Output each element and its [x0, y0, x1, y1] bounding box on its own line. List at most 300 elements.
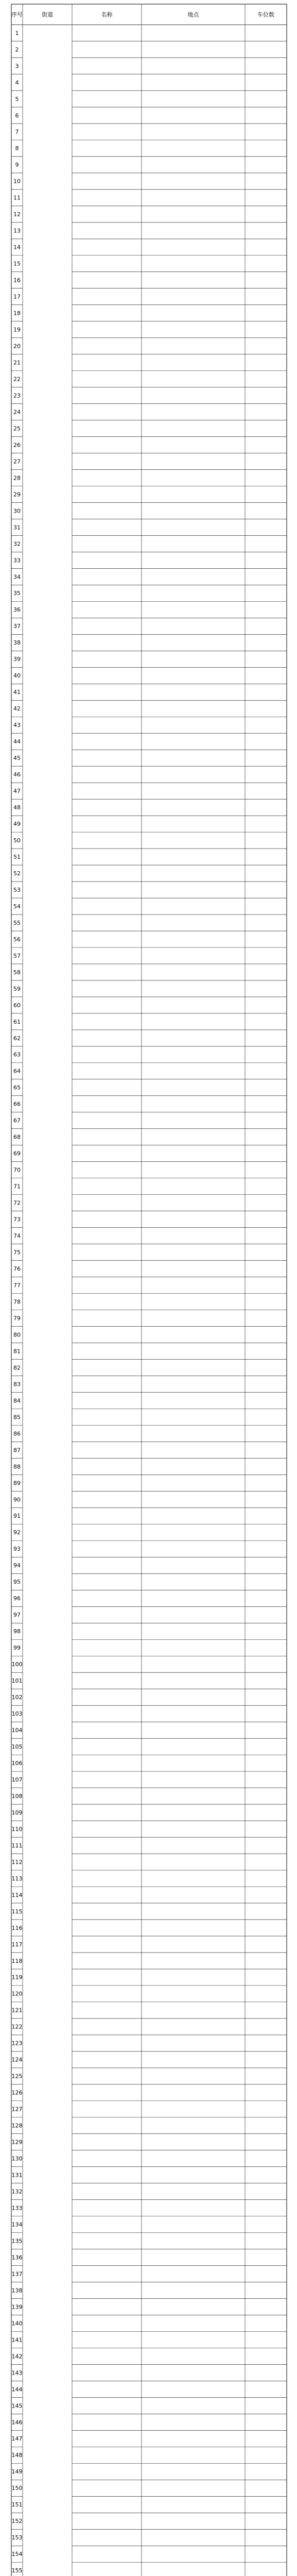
table-row [13, 474, 21, 481]
table-row [13, 1628, 21, 1635]
table-row [13, 1167, 21, 1174]
table-cell-no: 87 [13, 1447, 21, 1454]
table-cell-no: 134 [11, 2221, 23, 2228]
table-cell-no: 101 [11, 1677, 23, 1685]
table-row [12, 2485, 23, 2492]
table-row [12, 2189, 23, 2195]
table-row [12, 1677, 23, 1684]
table-cell-no: 112 [11, 1858, 23, 1866]
table-row [13, 376, 21, 382]
table-cell-no: 140 [11, 2320, 23, 2327]
table-row [13, 689, 21, 696]
table-cell-no: 43 [13, 722, 21, 729]
table-row [12, 1727, 23, 1734]
table-row [12, 1842, 23, 1849]
table-row [13, 738, 21, 745]
table-row [13, 870, 21, 877]
table-cell-no: 145 [11, 2402, 23, 2410]
table-cell-no: 30 [13, 507, 21, 515]
table-row [13, 228, 21, 234]
table-cell-no: 8 [15, 145, 19, 152]
table-row [13, 1084, 21, 1091]
table-row [12, 2123, 23, 2129]
table-row [12, 2468, 23, 2475]
table-row [13, 1463, 21, 1470]
table-row [13, 656, 21, 663]
table-row [12, 2238, 23, 2244]
table-cell-no: 127 [11, 2106, 23, 2113]
table-row [15, 145, 19, 152]
table-cell-no: 19 [13, 326, 21, 333]
table-cell-no: 38 [13, 639, 21, 647]
table-row [12, 1875, 23, 1882]
table-cell-no: 143 [11, 2369, 23, 2377]
table-row [13, 722, 21, 728]
table-row [12, 2402, 23, 2409]
table-cell-no: 33 [13, 557, 21, 564]
table-row [13, 1414, 21, 1420]
table-row [12, 1974, 23, 1981]
table-cell-no: 70 [13, 1166, 21, 1174]
table-row [13, 277, 21, 284]
table-row [12, 1760, 23, 1767]
table-cell-no: 88 [13, 1463, 21, 1470]
table-row [13, 1447, 21, 1453]
table-row [15, 129, 19, 135]
table-cell-no: 146 [11, 2419, 23, 2426]
table-cell-no: 72 [13, 1199, 21, 1207]
table-cell-no: 12 [13, 211, 21, 218]
table-cell-no: 22 [13, 376, 21, 383]
table-cell-no: 155 [11, 2567, 23, 2574]
table-row [13, 1562, 21, 1569]
table-row [13, 261, 21, 267]
table-cell-no: 111 [11, 1842, 23, 1849]
table-cell-no: 24 [13, 409, 21, 416]
table-cell-no: 149 [11, 2468, 23, 2476]
table-cell-no: 84 [13, 1397, 21, 1404]
table-cell-no: 13 [13, 227, 21, 234]
table-row [12, 2518, 23, 2524]
table-row [13, 1216, 21, 1223]
table-cell-no: 122 [11, 2023, 23, 2030]
table-row [15, 30, 19, 37]
table-cell-no: 49 [13, 820, 21, 827]
table-row [13, 294, 21, 300]
table-row [12, 1809, 23, 1816]
table-cell-no: 89 [13, 1480, 21, 1487]
table-cell-no: 99 [13, 1645, 21, 1652]
table-cell-no: 80 [13, 1331, 21, 1338]
table-row [13, 1101, 21, 1108]
table-cell-no: 53 [13, 886, 21, 893]
table-row [13, 1397, 21, 1404]
table-row [13, 1579, 21, 1585]
table-row [12, 2551, 23, 2557]
table-row [15, 162, 19, 168]
table-cell-no: 120 [11, 1990, 23, 1997]
table-cell-no: 25 [13, 425, 21, 432]
table-cell-no: 41 [13, 689, 21, 696]
table-cell-no: 92 [13, 1529, 21, 1536]
table-row [12, 2303, 23, 2310]
table-row [12, 2007, 23, 2014]
table-cell-no: 18 [13, 310, 21, 317]
table-cell-no: 35 [13, 590, 21, 597]
table-cell-no: 91 [13, 1513, 21, 1520]
table-row [13, 1381, 21, 1387]
table-cell-no: 123 [11, 2040, 23, 2047]
table-row [13, 639, 21, 646]
table-cell-no: 130 [11, 2155, 23, 2162]
table-cell-no: 153 [11, 2534, 23, 2541]
table-row [13, 1298, 21, 1305]
table-cell-no: 152 [11, 2518, 23, 2525]
table-row [12, 2040, 23, 2047]
table-cell-no: 148 [11, 2452, 23, 2459]
table-cell-no: 108 [11, 1792, 23, 1800]
table-cell-no: 106 [11, 1759, 23, 1767]
table-cell-no: 7 [15, 128, 19, 135]
table-cell-no: 138 [11, 2287, 23, 2294]
table-cell-no: 131 [11, 2172, 23, 2179]
table-cell-no: 104 [11, 1727, 23, 1734]
table-row [13, 458, 21, 465]
table-cell-no: 42 [13, 705, 21, 713]
table-row [13, 804, 21, 811]
table-row [13, 1364, 21, 1371]
table-row [12, 2567, 23, 2574]
table-row [13, 557, 21, 564]
table-row [12, 2090, 23, 2096]
table-cell-no: 119 [11, 1974, 23, 1981]
table-cell-no: 40 [13, 672, 21, 680]
table-row [12, 2353, 23, 2360]
table-cell-no: 133 [11, 2205, 23, 2212]
table-cell-no: 81 [13, 1348, 21, 1355]
table-cell-no: 142 [11, 2353, 23, 2360]
table-cell-no: 154 [11, 2551, 23, 2558]
table-cell-no: 150 [11, 2485, 23, 2492]
table-row [13, 573, 21, 580]
table-row [12, 1826, 23, 1833]
table-cell-no: 66 [13, 1100, 21, 1108]
table-cell-no: 116 [11, 1924, 23, 1931]
table-cell-no: 98 [13, 1628, 21, 1635]
table-cell-no: 69 [13, 1150, 21, 1157]
table-cell-no: 48 [13, 804, 21, 811]
table-row [12, 1908, 23, 1915]
table-row [13, 310, 21, 317]
table-row [13, 606, 21, 613]
table-cell-no: 28 [13, 474, 21, 482]
table-row [12, 2534, 23, 2541]
table-row [13, 425, 21, 432]
table-cell-no: 93 [13, 1546, 21, 1553]
table-cell-no: 126 [11, 2089, 23, 2096]
table-row [13, 1052, 21, 1058]
table-cell-no: 139 [11, 2303, 23, 2311]
table-row [13, 491, 21, 498]
table-cell-no: 1 [15, 29, 19, 37]
table-body [12, 30, 23, 2576]
table-cell-no: 76 [13, 1265, 21, 1273]
table-cell-no: 113 [11, 1875, 23, 1882]
table-row [15, 112, 19, 119]
table-row [12, 1743, 23, 1750]
table-cell-no: 54 [13, 903, 21, 910]
table-cell-no: 5 [15, 95, 19, 103]
table-cell-no: 135 [11, 2238, 23, 2245]
table-row [13, 953, 21, 959]
table-row [13, 1266, 21, 1273]
table-row [13, 903, 21, 910]
table-row [12, 2452, 23, 2459]
table-cell-no: 31 [13, 524, 21, 531]
table-row [12, 1958, 23, 1964]
table-cell-no: 141 [11, 2336, 23, 2344]
table-cell-no: 102 [11, 1694, 23, 1701]
header-number: 序号 [11, 11, 23, 18]
table-cell-no: 125 [11, 2073, 23, 2080]
table-cell-no: 71 [13, 1183, 21, 1190]
table-cell-no: 10 [13, 178, 21, 185]
table-row [13, 755, 21, 761]
table-row [13, 392, 21, 399]
table-row [13, 359, 21, 366]
table-row [12, 2287, 23, 2294]
table-cell-no: 68 [13, 1133, 21, 1141]
table-cell-no: 77 [13, 1282, 21, 1289]
table-row [13, 409, 21, 415]
table-row [13, 1150, 21, 1157]
table-row [13, 672, 21, 679]
table-cell-no: 118 [11, 1957, 23, 1964]
table-row [12, 1793, 23, 1800]
table-cell-no: 95 [13, 1579, 21, 1586]
table-row [12, 1925, 23, 1931]
table-cell-no: 109 [11, 1809, 23, 1816]
table-cell-no: 62 [13, 1035, 21, 1042]
table-row [12, 2254, 23, 2261]
table-cell-no: 58 [13, 969, 21, 976]
table-cell-no: 3 [15, 62, 19, 70]
table-cell-no: 20 [13, 343, 21, 350]
table-row [12, 2369, 23, 2376]
table-row [13, 1233, 21, 1240]
table-cell-no: 86 [13, 1430, 21, 1437]
table-cell-no: 82 [13, 1364, 21, 1371]
table-cell-no: 137 [11, 2270, 23, 2278]
table-row [13, 969, 21, 976]
table-cell-no: 114 [11, 1891, 23, 1899]
table-cell-no: 52 [13, 870, 21, 877]
table-row [13, 887, 21, 893]
table-row [15, 46, 19, 53]
table-row [13, 837, 21, 844]
table-cell-no: 85 [13, 1414, 21, 1421]
table-row [13, 1002, 21, 1009]
table-cell-no: 15 [13, 260, 21, 267]
table-row [12, 2419, 23, 2426]
table-row [12, 1776, 23, 1783]
table-row [12, 2386, 23, 2393]
table-row [13, 178, 21, 185]
table-row [13, 1331, 21, 1338]
table-row [12, 2057, 23, 2063]
table-row [12, 2156, 23, 2162]
table-row [13, 1117, 21, 1124]
table-row [13, 821, 21, 827]
table-row [13, 1430, 21, 1437]
table-cell-no: 103 [11, 1710, 23, 1718]
table-cell-no: 36 [13, 606, 21, 614]
table-row [13, 1595, 21, 1602]
table-row [13, 705, 21, 712]
table-row [13, 1529, 21, 1536]
table-row [13, 442, 21, 448]
table-cell-no: 27 [13, 458, 21, 465]
table-cell-no: 9 [15, 161, 19, 168]
table-row [15, 79, 19, 86]
table-row [13, 1068, 21, 1075]
table-cell-no: 34 [13, 573, 21, 581]
table-row [13, 244, 21, 251]
table-cell-no: 64 [13, 1067, 21, 1075]
table-row [13, 211, 21, 218]
table-cell-no: 26 [13, 442, 21, 449]
table-row [13, 1348, 21, 1354]
table-row [12, 1694, 23, 1701]
table-row [13, 1134, 21, 1141]
table-row [13, 343, 21, 350]
table-cell-no: 94 [13, 1562, 21, 1569]
table-cell-no: 129 [11, 2139, 23, 2146]
table-row [12, 2205, 23, 2211]
table-row [13, 788, 21, 794]
table-cell-no: 65 [13, 1084, 21, 1091]
table-cell-no: 67 [13, 1117, 21, 1124]
table-row [12, 2139, 23, 2146]
table-row [13, 1513, 21, 1519]
table-cell-no: 47 [13, 788, 21, 795]
table-row [13, 1645, 21, 1651]
table-cell-no: 97 [13, 1612, 21, 1619]
table-row [15, 96, 19, 103]
table-cell-no: 37 [13, 623, 21, 630]
table-cell-no: 29 [13, 491, 21, 498]
table-cell-no: 100 [11, 1661, 23, 1668]
table-row [13, 195, 21, 201]
table-row [13, 1496, 21, 1503]
table-cell-no: 39 [13, 656, 21, 663]
table-row [13, 524, 21, 531]
table-cell-no: 78 [13, 1298, 21, 1306]
table-row [12, 2320, 23, 2327]
table-row [13, 540, 21, 547]
table-row [13, 1480, 21, 1486]
table-cell-no: 124 [11, 2056, 23, 2063]
table-cell-no: 50 [13, 837, 21, 844]
table-row [13, 771, 21, 778]
table-cell-no: 56 [13, 936, 21, 943]
table-cell-no: 121 [11, 2007, 23, 2014]
table-cell-no: 115 [11, 1908, 23, 1915]
table-row [13, 854, 21, 860]
table-cell-no: 105 [11, 1743, 23, 1750]
table-cell-no: 96 [13, 1595, 21, 1602]
table-row [12, 2221, 23, 2228]
table-row [13, 986, 21, 992]
table-cell-no: 144 [11, 2386, 23, 2393]
table-cell-no: 147 [11, 2435, 23, 2443]
table-cell-no: 51 [13, 853, 21, 860]
table-row [13, 590, 21, 597]
table-row [12, 2435, 23, 2442]
table-cell-no: 132 [11, 2188, 23, 2195]
table-cell-no: 45 [13, 755, 21, 762]
table-cell-no: 21 [13, 359, 21, 366]
table-row [12, 1661, 23, 1668]
table-row [12, 2172, 23, 2179]
table-row [13, 1612, 21, 1618]
table-row [13, 1035, 21, 1042]
table-cell-no: 2 [15, 46, 19, 53]
table-row [12, 1941, 23, 1948]
table-row [12, 1892, 23, 1899]
table-cell-no: 74 [13, 1232, 21, 1240]
table-row [13, 1315, 21, 1321]
header-space-count: 车位数 [257, 11, 274, 18]
header-address: 地点 [187, 11, 199, 18]
table-cell-no: 63 [13, 1051, 21, 1058]
table-row [12, 2501, 23, 2508]
table-row [13, 1019, 21, 1025]
table-cell-no: 151 [11, 2501, 23, 2509]
table-grid [11, 4, 287, 2576]
table-cell-no: 61 [13, 1018, 21, 1025]
table-cell-no: 11 [13, 194, 21, 201]
table-row [12, 1710, 23, 1717]
table-cell-no: 16 [13, 277, 21, 284]
table-cell-no: 136 [11, 2254, 23, 2261]
table-cell-no: 6 [15, 112, 19, 119]
table-cell-no: 46 [13, 771, 21, 778]
table-cell-no: 117 [11, 1941, 23, 1948]
table-cell-no: 55 [13, 919, 21, 926]
table-row [12, 2024, 23, 2030]
table-cell-no: 83 [13, 1381, 21, 1388]
table-row [13, 1282, 21, 1289]
table-cell-no: 90 [13, 1496, 21, 1503]
table-cell-no: 4 [15, 79, 19, 86]
table-cell-no: 57 [13, 952, 21, 959]
table-cell-no: 23 [13, 392, 21, 399]
table-row [13, 920, 21, 926]
table-row [15, 63, 19, 70]
header-street: 街道 [42, 11, 53, 18]
table-row [13, 936, 21, 943]
table-header-row [11, 11, 274, 18]
table-cell-no: 107 [11, 1776, 23, 1783]
table-row [13, 1249, 21, 1256]
table-cell-no: 17 [13, 293, 21, 300]
table-row [12, 2106, 23, 2113]
table-cell-no: 59 [13, 985, 21, 992]
table-row [13, 1546, 21, 1552]
table-row [12, 1859, 23, 1866]
table-row [13, 623, 21, 630]
